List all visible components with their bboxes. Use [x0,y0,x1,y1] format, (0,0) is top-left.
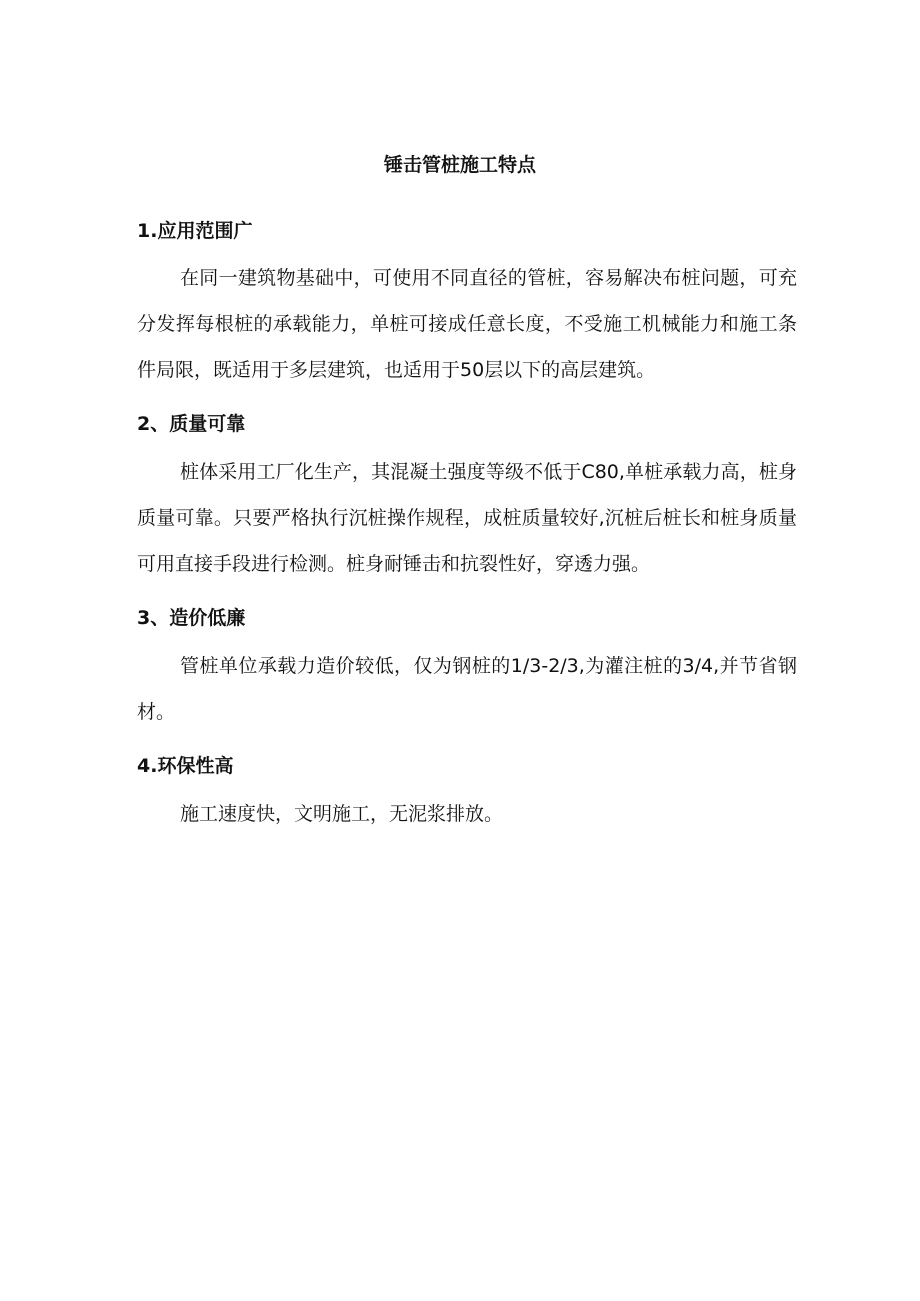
section-heading-cost: 3、造价低廉 [137,607,246,629]
section-body-environment: 施工速度快，文明施工，无泥浆排放。 [180,803,504,825]
section-body-quality: 桩体采用工厂化生产，其混凝土强度等级不低于C80,单桩承载力高，桩身质量可靠。只要严格执行沉桩操作规程，成桩质量较好,沉桩后桩长和桩身质量可用直接手段进行检测。桩身耐锤击和抗裂性好，穿透力强。 [137,461,797,575]
section-heading-environment: 4.环保性高 [137,755,234,777]
document-title: 锤击管桩施工特点 [383,154,536,176]
section-body-application-range: 在同一建筑物基础中，可使用不同直径的管桩，容易解决布桩问题，可充分发挥每根桩的承载能力，单桩可接成任意长度，不受施工机械能力和施工条件局限，既适用于多层建筑，也适用于50层以下的高层建筑。 [137,267,797,381]
section-heading-quality: 2、质量可靠 [137,413,246,435]
section-body-cost: 管桩单位承载力造价较低，仅为钢桩的1/3-2/3,为灌注桩的3/4,并节省钢材。 [137,655,797,723]
section-heading-application-range: 1.应用范围广 [137,220,253,242]
